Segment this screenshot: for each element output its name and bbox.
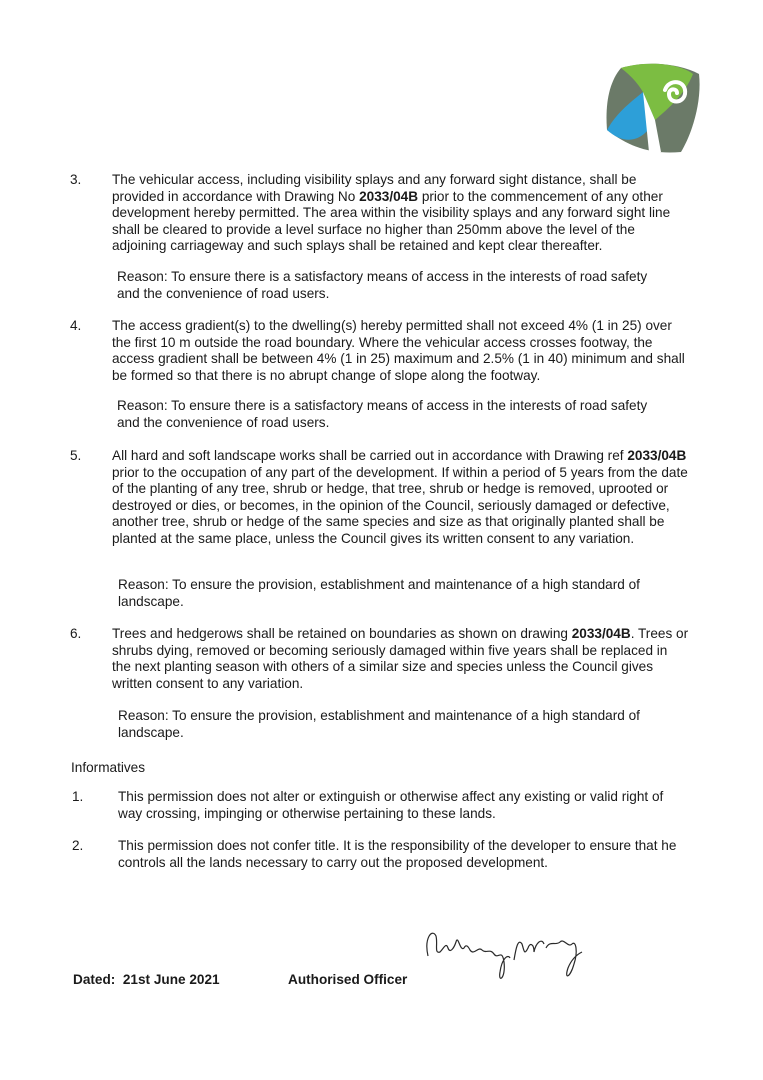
condition-text: Trees and hedgerows shall be retained on boundaries as shown on drawing 2033/04B. Trees or shrubs dying, removed or becoming seriously damaged within five years shall be replaced in the next planting season with others of a similar size and species unless the Council gives written consent to any variation.: [112, 626, 689, 691]
informative-text: This permission does not alter or extinguish or otherwise affect any existing or valid right of way crossing, impinging or otherwise pertaining to these lands.: [118, 789, 664, 821]
condition-text: The access gradient(s) to the dwelling(s) hereby permitted shall not exceed 4% (1 in 25) over the first 10 m outside the road boundary. Where the vehicular access crosses footway, the access gradient shall be between 4% (1 in 25) maximum and 2.5% (1 in 40) minimum and shall be formed so that there is no abrupt change of slope along the footway.: [112, 318, 685, 383]
condition-text: All hard and soft landscape works shall be carried out in accordance with Drawing ref 2033/04B prior to the occupation of any part of the development. If within a period of 5 years from the date of the planting of any tree, shrub or hedge, that tree, shrub or hedge is removed, uprooted or destroyed or dies, or becomes, in the opinion of the Council, seriously damaged or defective, another tree, shrub or hedge of the same species and size as that originally planted shall be planted at the same place, unless the Council gives its written consent to any variation.: [112, 448, 688, 546]
signature-image: [418, 918, 588, 988]
condition-4-reason: Reason: To ensure there is a satisfactory means of access in the interests of road safety and the convenience of road users.: [117, 398, 648, 430]
drawing-ref: 2033/04B: [571, 626, 631, 641]
condition-3: [70, 172, 690, 255]
dated-label: Dated:: [73, 972, 116, 987]
informative-text: This permission does not confer title. It is the responsibility of the developer to ensure that he controls all the lands necessary to carry out the proposed development.: [118, 838, 677, 870]
condition-5: [70, 448, 690, 547]
condition-4: [70, 318, 690, 384]
condition-text: The vehicular access, including visibility splays and any forward sight distance, shall be provided in accordance with Drawing No 2033/04B prior to the commencement of any other development hereby permitted. The area within the visibility splays and any forward sight line shall be cleared to provide a level surface no higher than 250mm above the level of the adjoining carriageway and such splays shall be retained and kept clear thereafter.: [112, 172, 671, 253]
condition-5-reason: Reason: To ensure the provision, establishment and maintenance of a high standard of landscape.: [118, 577, 640, 609]
condition-6-reason: Reason: To ensure the provision, establishment and maintenance of a high standard of landscape.: [118, 708, 640, 740]
condition-number: 4.: [70, 318, 82, 333]
council-logo-icon: [603, 60, 703, 155]
informative-number: 2.: [72, 838, 84, 853]
date-value: 21st June 2021: [122, 972, 220, 987]
dated-line: [73, 972, 220, 987]
condition-number: 6.: [70, 626, 82, 641]
informative-number: 1.: [72, 789, 84, 804]
authorised-officer-label: Authorised Officer: [288, 972, 408, 987]
drawing-ref: 2033/04B: [359, 188, 419, 204]
drawing-ref: 2033/04B: [627, 448, 687, 463]
informative-2: [72, 838, 690, 871]
condition-3-reason: Reason: To ensure there is a satisfactory means of access in the interests of road safety and the convenience of road users.: [117, 269, 648, 301]
informatives-heading: Informatives: [71, 760, 146, 775]
condition-number: 3.: [70, 172, 82, 187]
condition-6: [70, 626, 690, 692]
condition-number: 5.: [70, 448, 82, 463]
informative-1: [72, 789, 690, 822]
